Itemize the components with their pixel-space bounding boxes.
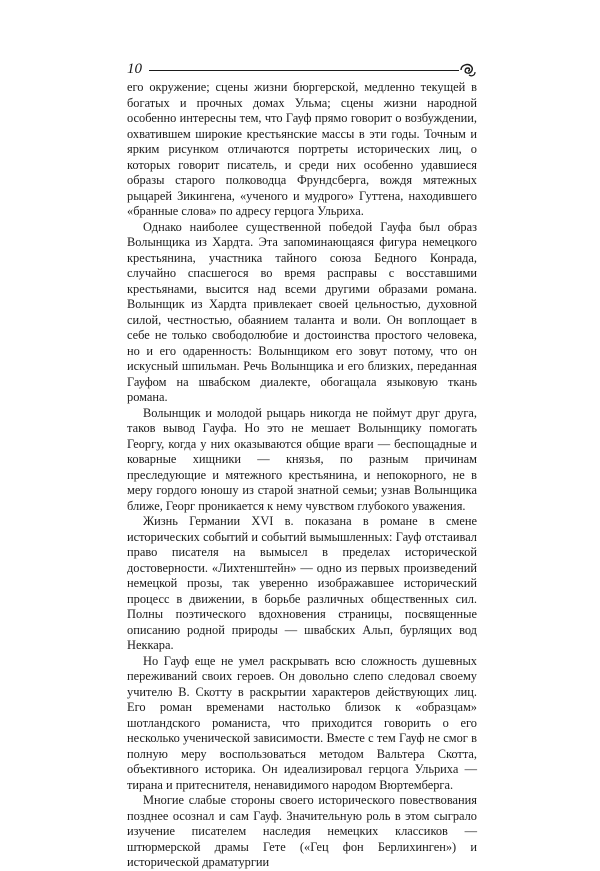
paragraph-3: Волынщик и молодой рыцарь никогда не поймут друг друга, таков вывод Гауфа. Но это не мешает Волынщику помогать Георгу, когда у них оказываются общие враги — беспощадные и коварные хищники — князья, по разным причинам преследующие и мятежного крестьянина, и непокорного, не в меру гордого юношу из старой знатной семьи; узнав Волынщика ближе, Георг проникается к нему чувством глубокого уважения. (127, 405, 477, 513)
scroll-ornament-icon (459, 61, 477, 79)
paragraph-6: Многие слабые стороны своего исторического повествования позднее осознал и сам Гауф. Значительную роль в этом сыграло изучение писателем наследия немецких классиков — штюрмерской драмы Гете («Гец фон Берлихинген») и исторической драматургии (127, 793, 477, 869)
page-number: 10 (127, 61, 142, 77)
main-text-column (127, 80, 477, 871)
paragraph-4: Жизнь Германии XVI в. показана в романе в смене исторических событий и событий вымышленных: Гауф отстаивал право писателя на вымысел в пределах исторической достоверности. «Лихтенштейн» — одно из первых произведений немецкой прозы, так уверенно изображавшее исторический процесс в движении, в борьбе различных общественных сил. Полны поэтического вдохновения страницы, посвященные описанию родной природы — швабских Альп, бурлящих вод Неккара. (127, 514, 477, 652)
paragraph-5: Но Гауф еще не умел раскрывать всю сложность душевных переживаний своих героев. Он довольно слепо следовал своему учителю В. Скотту в раскрытии характеров действующих лиц. Его роман временами настолько близок к «образцам» шотландского романиста, что приходится говорить о его несколько ученической зависимости. Вместе с тем Гауф не смог в полную меру воспользоваться методом Вальтера Скотта, объективного историка. Он идеализировал герцога Ульриха — тирана и притеснителя, ненавидимого народом Вюртемберга. (127, 653, 477, 792)
page-header (127, 60, 477, 82)
header-rule (149, 70, 459, 71)
paragraph-2: Однако наиболее существенной победой Гауфа был образ Волынщика из Хардта. Эта запоминающаяся фигура немецкого крестьянина, участника тайного союза Бедного Конрада, случайно спасшегося во время расправы с восставшими крестьянами, высится над всеми другими образами романа. Волынщик из Хардта привлекает своей цельностью, духовной силой, честностью, обаянием таланта и воли. Он воплощает в себе не только свободолюбие и достоинства простого человека, но и его одаренность: Волынщиком его зовут потому, что он искусный шпильман. Речь Волынщика и его близких, переданная Гауфом на швабском диалекте, обогащала языковую ткань романа. (127, 219, 477, 404)
paragraph-1: его окружение; сцены жизни бюргерской, медленно текущей в богатых и прочных домах Ульма; сцены жизни народной особенно интересны тем, что Гауф прямо говорит о возбуждении, охватившем широкие крестьянские массы в эти годы. Точным и ярким рисунком отличаются портреты исторических лиц, о которых говорит писатель, и среди них особенно удавшиеся образы старого полководца Фрундсберга, вождя мятежных рыцарей Зикингена, «ученого и мудрого» Гуттена, находившего «бранные слова» по адресу герцога Ульриха. (127, 80, 477, 218)
